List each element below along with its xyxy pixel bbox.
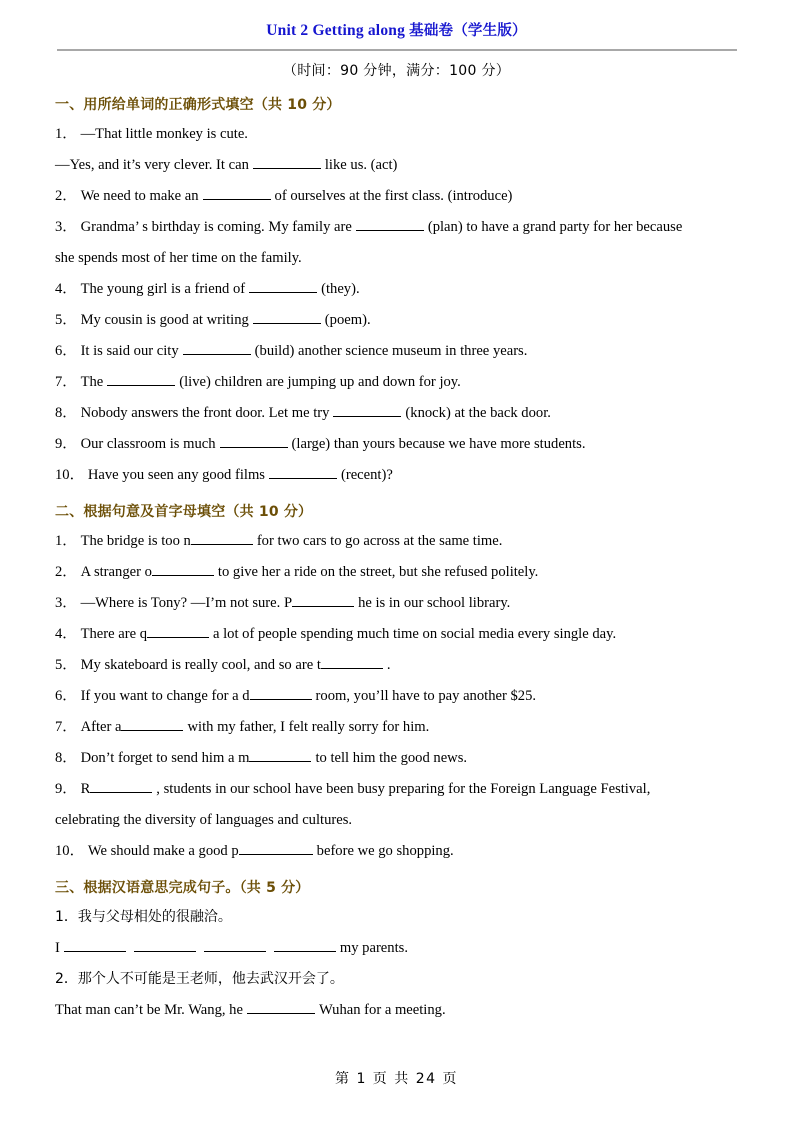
header-divider <box>57 49 737 51</box>
question-item <box>55 367 738 398</box>
question-number: 4． <box>55 281 77 297</box>
answer-text: That man can’t be Mr. Wang, he <box>55 1002 243 1018</box>
answer-blank[interactable] <box>321 656 383 669</box>
answer-blank[interactable] <box>356 218 424 231</box>
question-number: 10． <box>55 467 85 483</box>
question-text: If you want to change for a d <box>80 688 250 704</box>
question-number: 2． <box>55 564 77 580</box>
question-item <box>55 119 738 150</box>
question-item <box>55 305 738 336</box>
answer-blank[interactable] <box>121 718 183 731</box>
question-text: After a <box>80 719 122 735</box>
question-number: 1． <box>55 533 77 549</box>
question-number: 7． <box>55 719 77 735</box>
question-text: We should make a good p <box>87 843 239 859</box>
question-number: 2． <box>55 971 78 987</box>
question-item <box>55 712 738 743</box>
question-text: —Yes, and it’s very clever. It can <box>55 157 249 173</box>
answer-line <box>55 933 738 964</box>
question-number: 8． <box>55 750 77 766</box>
question-text: There are q <box>80 626 147 642</box>
answer-blank[interactable] <box>274 939 336 952</box>
question-text-tail: to give her a ride on the street, but she refused politely. <box>217 564 539 580</box>
answer-blank[interactable] <box>64 939 126 952</box>
question-text-tail: (poem). <box>324 312 371 328</box>
question-text-tail: (plan) to have a grand party for her because <box>427 219 683 235</box>
question-text-tail: (recent)? <box>340 467 393 483</box>
question-text: It is said our city <box>80 343 179 359</box>
page-title-english: Unit 2 Getting along <box>266 22 406 39</box>
question-number: 6． <box>55 688 77 704</box>
question-item <box>55 212 738 243</box>
document-body <box>55 20 738 1026</box>
question-number: 4． <box>55 626 77 642</box>
question-text: The <box>80 374 104 390</box>
answer-blank[interactable] <box>247 1001 315 1014</box>
question-number: 3． <box>55 595 77 611</box>
page-title <box>55 20 738 44</box>
question-text-tail: . <box>386 657 391 673</box>
question-text-tail: for two cars to go across at the same time. <box>256 533 503 549</box>
question-item <box>55 336 738 367</box>
question-number: 6． <box>55 343 77 359</box>
question-item <box>55 650 738 681</box>
question-text: R <box>80 781 91 797</box>
question-number: 9． <box>55 781 77 797</box>
question-number: 5． <box>55 312 77 328</box>
question-item <box>55 836 738 867</box>
answer-blank[interactable] <box>292 594 354 607</box>
answer-blank[interactable] <box>152 563 214 576</box>
question-text-tail: (live) children are jumping up and down for joy. <box>179 374 461 390</box>
question-item <box>55 681 738 712</box>
section-heading-2: 二、根据句意及首字母填空（共 10 分） <box>55 504 313 520</box>
question-number: 10． <box>55 843 85 859</box>
page-title-chinese: 基础卷（学生版） <box>409 23 527 39</box>
question-continuation <box>55 150 738 181</box>
answer-blank[interactable] <box>183 342 251 355</box>
answer-blank[interactable] <box>253 311 321 324</box>
question-number: 1． <box>55 126 77 142</box>
question-number: 8． <box>55 405 77 421</box>
question-item <box>55 774 738 805</box>
question-text: Our classroom is much <box>80 436 216 452</box>
answer-text-tail: Wuhan for a meeting. <box>318 1002 446 1018</box>
question-text-tail: room, you’ll have to pay another $25. <box>315 688 537 704</box>
answer-line <box>55 995 738 1026</box>
question-text: We need to make an <box>80 188 199 204</box>
answer-blank[interactable] <box>204 939 266 952</box>
section-heading-3: 三、根据汉语意思完成句子。（共 5 分） <box>55 880 310 896</box>
question-text-tail: (large) than yours because we have more students. <box>291 436 586 452</box>
answer-blank[interactable] <box>249 280 317 293</box>
section-heading-1: 一、用所给单词的正确形式填空（共 10 分） <box>55 97 341 113</box>
question-number: 3． <box>55 219 77 235</box>
question-text: The young girl is a friend of <box>80 281 246 297</box>
answer-text-tail: my parents. <box>339 940 408 956</box>
answer-blank[interactable] <box>107 373 175 386</box>
page-footer: 第 1 页 共 24 页 <box>335 1071 458 1087</box>
question-text-tail: before we go shopping. <box>316 843 454 859</box>
exam-info-subtitle: （时间：90 分钟，满分：100 分） <box>282 63 511 79</box>
answer-blank[interactable] <box>191 532 253 545</box>
answer-blank[interactable] <box>269 466 337 479</box>
question-text: The bridge is too n <box>80 533 191 549</box>
question-item <box>55 743 738 774</box>
answer-blank[interactable] <box>147 625 209 638</box>
answer-blank[interactable] <box>333 404 401 417</box>
answer-text: I <box>55 940 60 956</box>
question-text: —That little monkey is cute. <box>80 126 248 142</box>
question-text-tail: a lot of people spending much time on social media every single day. <box>213 626 617 642</box>
question-text: A stranger o <box>80 564 152 580</box>
answer-blank[interactable] <box>203 187 271 200</box>
question-text-tail: with my father, I felt really sorry for him. <box>187 719 430 735</box>
question-text-tail: to tell him the good news. <box>315 750 468 766</box>
answer-blank[interactable] <box>250 687 312 700</box>
question-item <box>55 902 738 933</box>
question-number: 9． <box>55 436 77 452</box>
question-continuation: celebrating the diversity of languages and cultures. <box>55 812 353 828</box>
answer-blank[interactable] <box>249 749 311 762</box>
question-item <box>55 181 738 212</box>
question-number: 5． <box>55 657 77 673</box>
question-item <box>55 274 738 305</box>
question-item <box>55 460 738 491</box>
question-item <box>55 398 738 429</box>
question-text-tail: of ourselves at the first class. (introduce) <box>274 188 513 204</box>
answer-blank[interactable] <box>134 939 196 952</box>
question-text: —Where is Tony? —I’m not sure. P <box>80 595 293 611</box>
question-item <box>55 619 738 650</box>
answer-blank[interactable] <box>220 435 288 448</box>
question-text: Grandma’ s birthday is coming. My family are <box>80 219 352 235</box>
question-item <box>55 429 738 460</box>
answer-blank[interactable] <box>253 156 321 169</box>
question-text-tail: (knock) at the back door. <box>405 405 551 421</box>
question-text-tail: (they). <box>321 281 360 297</box>
question-text: Have you seen any good films <box>87 467 265 483</box>
question-item <box>55 526 738 557</box>
question-text: My cousin is good at writing <box>80 312 249 328</box>
question-number: 2． <box>55 188 77 204</box>
question-text-tail: , students in our school have been busy preparing for the Foreign Language Festival, <box>156 781 651 797</box>
question-item <box>55 557 738 588</box>
question-text-chinese: 我与父母相处的很融洽。 <box>77 909 232 925</box>
question-text: Don’t forget to send him a m <box>80 750 250 766</box>
question-item <box>55 588 738 619</box>
question-text: My skateboard is really cool, and so are t <box>80 657 321 673</box>
question-text-tail: like us. (act) <box>324 157 398 173</box>
question-number: 7． <box>55 374 77 390</box>
answer-blank[interactable] <box>90 780 152 793</box>
question-continuation: she spends most of her time on the family. <box>55 250 302 266</box>
answer-blank[interactable] <box>239 842 313 855</box>
question-text-tail: he is in our school library. <box>358 595 511 611</box>
question-text-chinese: 那个人不可能是王老师，他去武汉开会了。 <box>77 971 344 987</box>
question-text-tail: (build) another science museum in three years. <box>254 343 528 359</box>
question-text: Nobody answers the front door. Let me try <box>80 405 330 421</box>
question-number: 1． <box>55 909 78 925</box>
question-item <box>55 964 738 995</box>
